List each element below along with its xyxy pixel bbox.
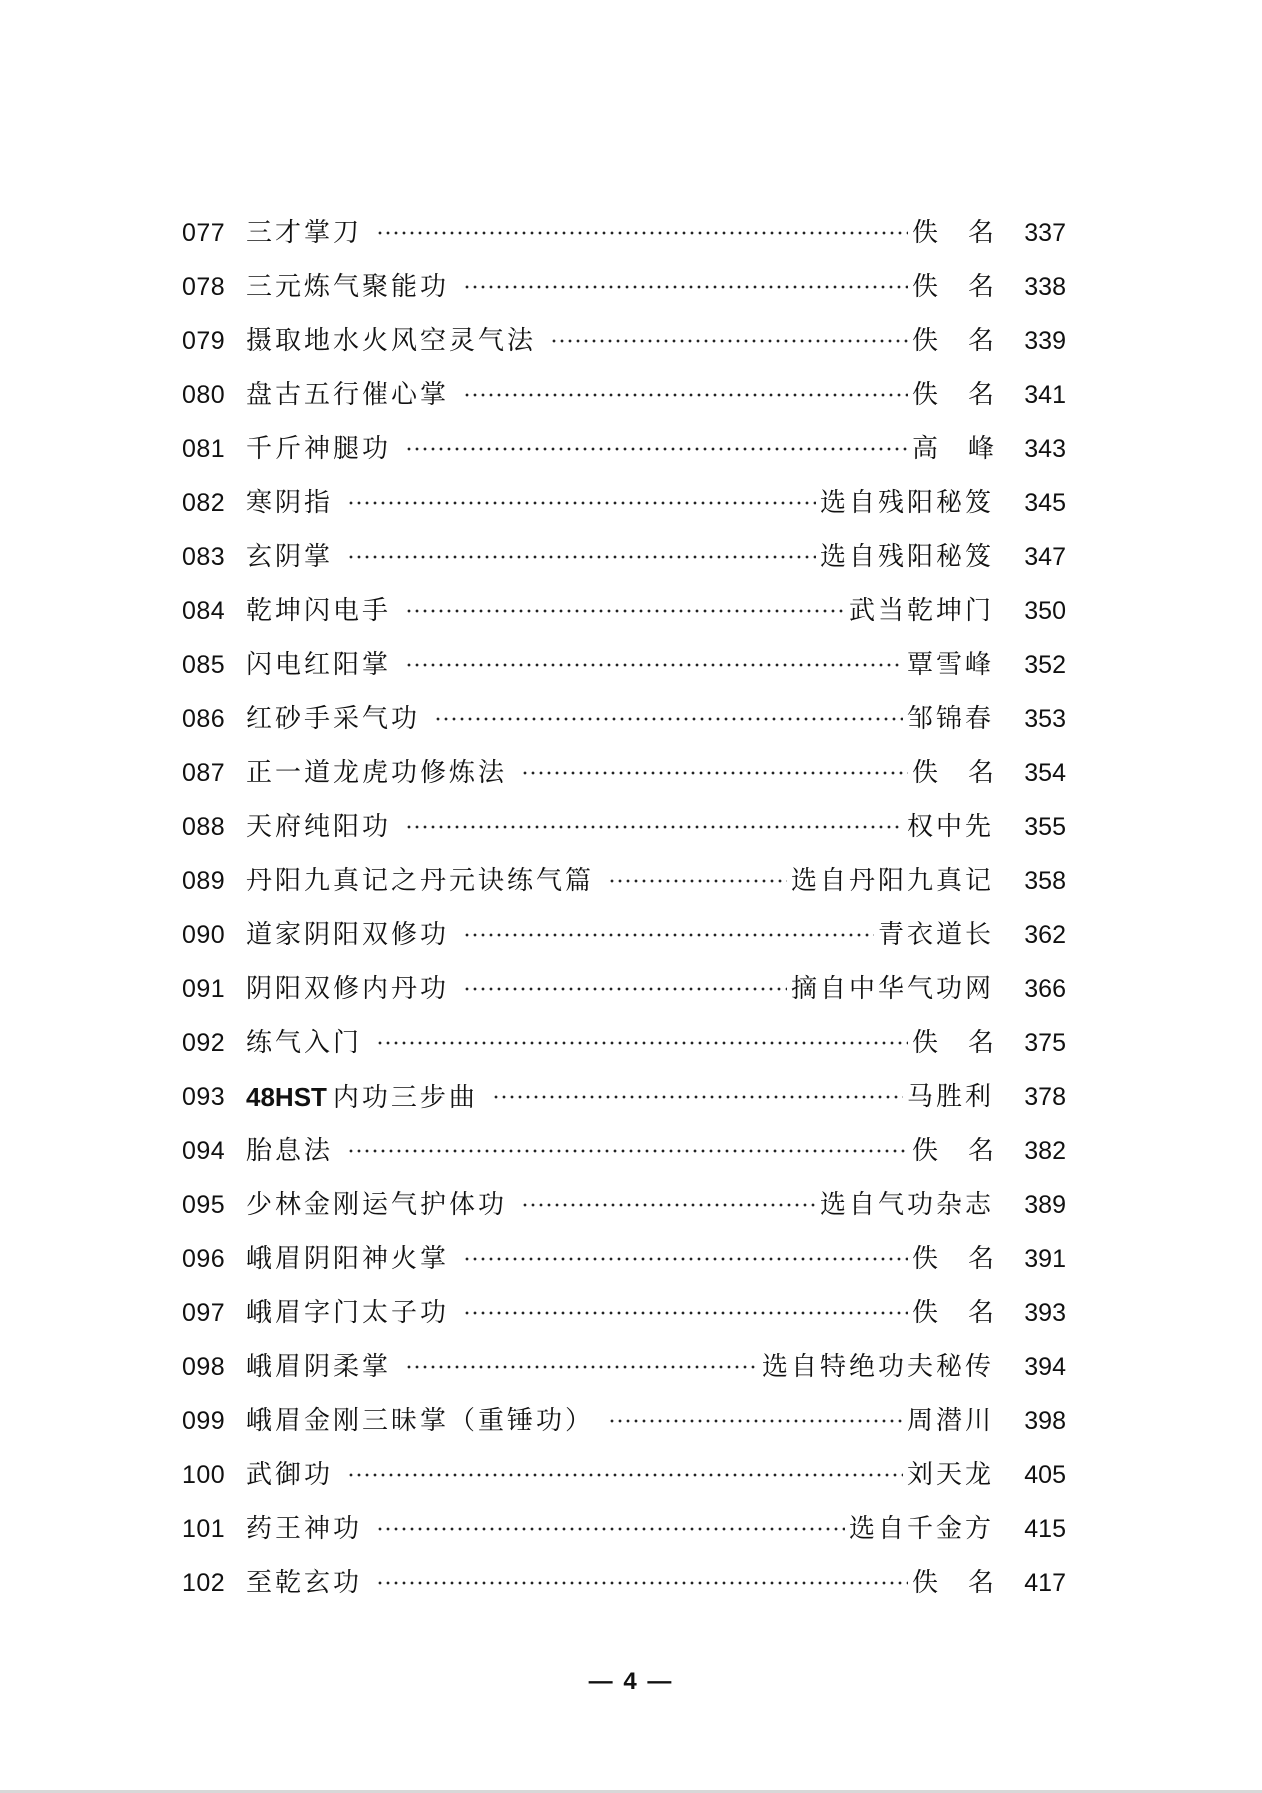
entry-author: 佚名 <box>911 272 1024 302</box>
entry-title-text: 三才掌刀 <box>246 218 363 248</box>
entry-page-number: 394 <box>1024 1353 1066 1381</box>
dot-leader <box>521 1203 816 1207</box>
entry-author: 青衣道长 <box>877 920 994 950</box>
toc-entry <box>182 1502 1066 1556</box>
entry-title-text: 天府纯阳功 <box>246 812 392 842</box>
entry-page-number: 354 <box>1024 759 1066 787</box>
dot-leader <box>405 447 908 451</box>
entry-author: 选自千金方 <box>848 1514 994 1544</box>
entry-author: 佚名 <box>911 758 1024 788</box>
dot-leader <box>463 933 874 937</box>
entry-title-text: 少林金刚运气护体功 <box>246 1190 508 1220</box>
entry-title <box>244 962 449 1016</box>
entry-title-text: 内功三步曲 <box>332 1082 478 1113</box>
toc-entry <box>182 1394 1066 1448</box>
entry-number: 077 <box>182 219 226 247</box>
entry-title-text: 阴阳双修内丹功 <box>246 974 450 1004</box>
entry-title <box>244 854 594 908</box>
entry-number: 100 <box>182 1461 226 1489</box>
entry-number: 095 <box>182 1191 226 1219</box>
table-of-contents <box>182 206 1066 1610</box>
dot-leader <box>608 879 787 883</box>
entry-page-number: 415 <box>1024 1515 1066 1543</box>
entry-author: 佚名 <box>911 1136 1024 1166</box>
entry-number: 089 <box>182 867 226 895</box>
dot-leader <box>405 1365 758 1369</box>
dot-leader <box>463 987 787 991</box>
entry-number: 099 <box>182 1407 226 1435</box>
entry-page-number: 341 <box>1024 381 1066 409</box>
entry-author: 权中先 <box>906 812 994 842</box>
dot-leader <box>463 393 908 397</box>
dot-leader <box>376 1581 908 1585</box>
toc-entry <box>182 1340 1066 1394</box>
entry-title-text: 峨眉字门太子功 <box>246 1298 450 1328</box>
toc-entry <box>182 638 1066 692</box>
entry-title-text: 盘古五行催心掌 <box>246 380 450 410</box>
toc-entry <box>182 1232 1066 1286</box>
entry-title <box>244 1556 362 1610</box>
entry-page-number: 378 <box>1024 1083 1066 1111</box>
entry-title <box>244 1070 478 1125</box>
toc-entry <box>182 908 1066 962</box>
entry-page-number: 366 <box>1024 975 1066 1003</box>
toc-entry <box>182 1070 1066 1124</box>
entry-title <box>244 1016 362 1070</box>
dot-leader <box>376 231 908 235</box>
toc-entry <box>182 800 1066 854</box>
toc-entry <box>182 260 1066 314</box>
entry-title-text: 乾坤闪电手 <box>246 596 392 626</box>
entry-author: 武当乾坤门 <box>848 596 994 626</box>
entry-title <box>244 908 449 962</box>
toc-entry <box>182 962 1066 1016</box>
toc-entry <box>182 368 1066 422</box>
entry-title <box>244 1394 594 1448</box>
entry-page-number: 352 <box>1024 651 1066 679</box>
toc-entry <box>182 746 1066 800</box>
dot-leader <box>405 609 845 613</box>
toc-entry <box>182 854 1066 908</box>
entry-author: 佚名 <box>911 326 1024 356</box>
entry-title-text: 闪电红阳掌 <box>246 650 392 680</box>
entry-author: 马胜利 <box>906 1082 994 1112</box>
dot-leader <box>492 1095 903 1099</box>
entry-title-text: 红砂手采气功 <box>246 704 421 734</box>
entry-title <box>244 800 391 854</box>
entry-number: 096 <box>182 1245 226 1273</box>
entry-title <box>244 422 391 476</box>
entry-author: 佚名 <box>911 1298 1024 1328</box>
entry-title-text: 峨眉阴阳神火掌 <box>246 1244 450 1274</box>
entry-author: 选自残阳秘笈 <box>819 542 994 572</box>
entry-number: 086 <box>182 705 226 733</box>
entry-number: 102 <box>182 1569 226 1597</box>
dot-leader <box>463 1311 908 1315</box>
dot-leader <box>347 501 816 505</box>
dot-leader <box>521 771 908 775</box>
entry-author: 佚名 <box>911 1244 1024 1274</box>
dot-leader <box>347 555 816 559</box>
entry-title-text: 正一道龙虎功修炼法 <box>246 758 508 788</box>
entry-author: 佚名 <box>911 218 1024 248</box>
entry-title-text: 至乾玄功 <box>246 1568 363 1598</box>
entry-title <box>244 1448 333 1502</box>
entry-number: 085 <box>182 651 226 679</box>
page-number-footer: — 4 — <box>588 1668 674 1695</box>
entry-number: 082 <box>182 489 226 517</box>
entry-page-number: 345 <box>1024 489 1066 517</box>
toc-entry <box>182 1286 1066 1340</box>
entry-number: 088 <box>182 813 226 841</box>
entry-title-text: 千斤神腿功 <box>246 434 392 464</box>
entry-number: 094 <box>182 1137 226 1165</box>
entry-author: 选自气功杂志 <box>819 1190 994 1220</box>
entry-title <box>244 260 449 314</box>
toc-entry <box>182 314 1066 368</box>
entry-title <box>244 584 391 638</box>
entry-title <box>244 206 362 260</box>
entry-page-number: 355 <box>1024 813 1066 841</box>
entry-page-number: 343 <box>1024 435 1066 463</box>
entry-title <box>244 746 507 800</box>
entry-title-text: 摄取地水火风空灵气法 <box>246 326 537 356</box>
entry-title <box>244 638 391 692</box>
entry-title-text: 药王神功 <box>246 1514 363 1544</box>
entry-author: 摘自中华气功网 <box>790 974 994 1004</box>
entry-author: 佚名 <box>911 1568 1024 1598</box>
entry-page-number: 362 <box>1024 921 1066 949</box>
entry-title-text: 玄阴掌 <box>246 542 334 572</box>
entry-author: 刘天龙 <box>906 1460 994 1490</box>
entry-title <box>244 692 420 746</box>
entry-title-text: 丹阳九真记之丹元诀练气篇 <box>246 866 595 896</box>
toc-entry <box>182 1124 1066 1178</box>
entry-title <box>244 314 536 368</box>
entry-number: 098 <box>182 1353 226 1381</box>
entry-number: 090 <box>182 921 226 949</box>
entry-number: 087 <box>182 759 226 787</box>
entry-page-number: 358 <box>1024 867 1066 895</box>
entry-title <box>244 1232 449 1286</box>
entry-number: 081 <box>182 435 226 463</box>
dot-leader <box>550 339 908 343</box>
entry-page-number: 391 <box>1024 1245 1066 1273</box>
entry-title <box>244 1502 362 1556</box>
entry-title-text: 三元炼气聚能功 <box>246 272 450 302</box>
entry-page-number: 337 <box>1024 219 1066 247</box>
toc-entry <box>182 1556 1066 1610</box>
entry-title-text: 峨眉阴柔掌 <box>246 1352 392 1382</box>
dot-leader <box>608 1419 903 1423</box>
entry-title <box>244 1124 333 1178</box>
dot-leader <box>376 1527 845 1531</box>
entry-author: 选自丹阳九真记 <box>790 866 994 896</box>
entry-page-number: 353 <box>1024 705 1066 733</box>
entry-title-text: 练气入门 <box>246 1028 363 1058</box>
entry-author: 覃雪峰 <box>906 650 994 680</box>
entry-page-number: 393 <box>1024 1299 1066 1327</box>
entry-number: 093 <box>182 1083 226 1111</box>
toc-entry <box>182 206 1066 260</box>
entry-title-text: 胎息法 <box>246 1136 334 1166</box>
entry-author: 周潜川 <box>906 1406 994 1436</box>
dot-leader <box>376 1041 908 1045</box>
entry-title <box>244 1340 391 1394</box>
entry-page-number: 382 <box>1024 1137 1066 1165</box>
toc-entry <box>182 530 1066 584</box>
dot-leader <box>405 825 903 829</box>
entry-title <box>244 530 333 584</box>
entry-number: 084 <box>182 597 226 625</box>
entry-number: 080 <box>182 381 226 409</box>
toc-entry <box>182 692 1066 746</box>
entry-page-number: 350 <box>1024 597 1066 625</box>
entry-page-number: 375 <box>1024 1029 1066 1057</box>
entry-title-text: 寒阴指 <box>246 488 334 518</box>
entry-page-number: 347 <box>1024 543 1066 571</box>
dot-leader <box>405 663 903 667</box>
toc-entry <box>182 1016 1066 1070</box>
entry-page-number: 398 <box>1024 1407 1066 1435</box>
dot-leader <box>463 1257 908 1261</box>
entry-title <box>244 476 333 530</box>
entry-author: 佚名 <box>911 1028 1024 1058</box>
dot-leader <box>434 717 903 721</box>
entry-title <box>244 1178 507 1232</box>
entry-page-number: 338 <box>1024 273 1066 301</box>
toc-entry <box>182 1178 1066 1232</box>
dot-leader <box>347 1149 908 1153</box>
entry-title-text: 峨眉金刚三昧掌（重锤功） <box>246 1406 595 1436</box>
entry-title-text: 武御功 <box>246 1460 334 1490</box>
entry-number: 092 <box>182 1029 226 1057</box>
entry-number: 091 <box>182 975 226 1003</box>
entry-page-number: 339 <box>1024 327 1066 355</box>
entry-title <box>244 1286 449 1340</box>
entry-number: 097 <box>182 1299 226 1327</box>
entry-author: 高峰 <box>911 434 1024 464</box>
dot-leader <box>463 285 908 289</box>
entry-author: 选自残阳秘笈 <box>819 488 994 518</box>
toc-entry <box>182 476 1066 530</box>
entry-author: 邹锦春 <box>906 704 994 734</box>
entry-title-latin: 48HST <box>246 1081 327 1112</box>
entry-number: 101 <box>182 1515 226 1543</box>
entry-page-number: 389 <box>1024 1191 1066 1219</box>
dot-leader <box>347 1473 903 1477</box>
entry-number: 083 <box>182 543 226 571</box>
entry-number: 079 <box>182 327 226 355</box>
entry-title <box>244 368 449 422</box>
entry-author: 佚名 <box>911 380 1024 410</box>
entry-number: 078 <box>182 273 226 301</box>
entry-page-number: 405 <box>1024 1461 1066 1489</box>
entry-title-text: 道家阴阳双修功 <box>246 920 450 950</box>
toc-entry <box>182 584 1066 638</box>
entry-author: 选自特绝功夫秘传 <box>761 1352 994 1382</box>
toc-entry <box>182 422 1066 476</box>
entry-page-number: 417 <box>1024 1569 1066 1597</box>
toc-entry <box>182 1448 1066 1502</box>
